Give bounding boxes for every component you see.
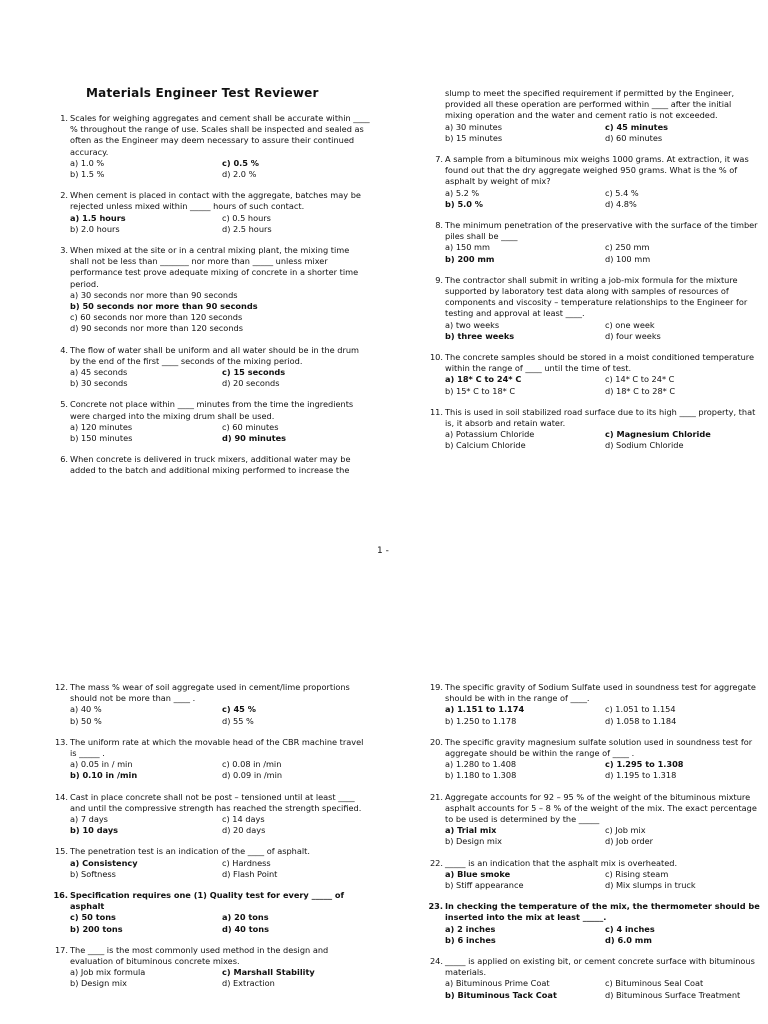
- answer-option: b) Calcium Chloride: [445, 440, 526, 451]
- question-stem: When mixed at the site or in a central mixing plant, the mixing time shall not be less than _______ nor more than _____ unless mixer performance test prove adequate mixing of concrete in a shorter time period.: [70, 245, 359, 289]
- question-stem: In checking the temperature of the mix, the thermometer should be inserted into the mix at least _____.: [445, 901, 760, 923]
- answer-options: [445, 320, 761, 342]
- question-item: [435, 154, 761, 210]
- question-stem: The mass % wear of soil aggregate used in cement/lime proportions should not be more than ____ .: [70, 682, 350, 704]
- answer-option-correct: c) Magnesium Chloride: [605, 429, 711, 440]
- question-item: [429, 791, 761, 848]
- question-item: [60, 245, 370, 335]
- question-stem: Scales for weighing aggregates and cement shall be accurate within ____ % throughout the range of use. Scales shall be inspected and sealed as often as the Engineer may deem necessary to assure their continued accuracy.: [70, 113, 370, 157]
- answer-option: d) 4.8%: [605, 198, 637, 209]
- answer-option-correct: d) 90 minutes: [222, 433, 287, 444]
- answer-option: d) 55 %: [222, 715, 254, 726]
- answer-options: [445, 869, 761, 891]
- answer-option: a) Potassium Chloride: [445, 429, 535, 440]
- question-number: 21.: [429, 791, 443, 802]
- answer-option: d) Extraction: [222, 978, 275, 989]
- answer-option-correct: c) 15 seconds: [222, 367, 286, 378]
- question-number: 4.: [60, 344, 68, 355]
- answer-options: [70, 367, 370, 389]
- answer-option: d) Flash Point: [222, 868, 278, 879]
- answer-option: a) Job mix formula: [70, 967, 146, 978]
- answer-option-correct: b) 10 days: [70, 825, 119, 836]
- question-item: [54, 736, 370, 782]
- question-stem: _____ is applied on existing bit, or cement concrete surface with bituminous materials.: [445, 956, 755, 978]
- answer-option-correct: a) 20 tons: [222, 912, 269, 923]
- answer-option: a) 150 mm: [445, 242, 490, 253]
- answer-option: c) 14* C to 24* C: [605, 374, 675, 385]
- answer-option: a) 120 minutes: [70, 421, 133, 432]
- question-number: 8.: [435, 220, 443, 231]
- answer-option-correct: b) three weeks: [445, 330, 515, 341]
- answer-options: [70, 759, 370, 781]
- answer-option: b) 1.180 to 1.308: [445, 770, 517, 781]
- answer-option: d) Sodium Chloride: [605, 440, 684, 451]
- answer-option-correct: a) 2 inches: [445, 923, 496, 934]
- answer-option: d) Job order: [605, 836, 654, 847]
- question-item: [53, 890, 370, 935]
- answer-option-correct: c) 45 %: [222, 704, 256, 715]
- answer-option: a) Bituminous Prime Coat: [445, 978, 550, 989]
- answer-option: a) 5.2 %: [445, 187, 480, 198]
- answer-option: d) Mix slumps in truck: [605, 880, 696, 891]
- answer-options: [70, 858, 370, 880]
- page1-right-column: [429, 88, 761, 452]
- answer-option-correct: b) Bituminous Tack Coat: [445, 989, 557, 1000]
- page-2: [0, 672, 768, 1024]
- answer-options: [70, 213, 370, 235]
- answer-option: b) 1.5 %: [70, 169, 105, 180]
- question-stem: A sample from a bituminous mix weighs 1000 grams. At extraction, it was found out that the dry aggregate weighed 950 grams. What is the % of asphalt by weight of mix?: [445, 154, 749, 187]
- question-stem: The minimum penetration of the preservative with the surface of the timber piles shall be ____: [445, 220, 758, 242]
- answer-options: [445, 704, 761, 726]
- answer-option: d) 18* C to 28* C: [605, 385, 676, 396]
- question-number: 16.: [53, 890, 68, 901]
- answer-option: b) 15* C to 18* C: [445, 385, 516, 396]
- answer-option-correct: b) 5.0 %: [445, 198, 484, 209]
- question-number: 5.: [60, 399, 68, 410]
- answer-options: [70, 422, 370, 444]
- answer-option: b) Design mix: [70, 978, 127, 989]
- answer-option: c) 0.08 in /min: [222, 759, 282, 770]
- question-number: 7.: [435, 154, 443, 165]
- answer-option: a) 1.280 to 1.408: [445, 759, 517, 770]
- answer-options: [445, 759, 761, 781]
- question-stem: The specific gravity magnesium sulfate solution used in soundness test for aggregate should be within the range of ____ .: [445, 736, 753, 759]
- answer-option: c) Rising steam: [605, 868, 669, 879]
- question-number: 11.: [429, 406, 443, 417]
- answer-option: c) 5.4 %: [605, 187, 639, 198]
- question-number: 6.: [60, 454, 68, 465]
- answer-option: d) 100 mm: [605, 253, 651, 264]
- answer-option: c) 14 days: [222, 814, 265, 825]
- question-item: [54, 846, 370, 880]
- answer-options: [445, 122, 761, 144]
- answer-option: a) 30 seconds nor more than 90 seconds: [70, 289, 238, 300]
- answer-option: b) Stiff appearance: [445, 880, 524, 891]
- question-item: [429, 736, 761, 782]
- question-number: 22.: [429, 857, 443, 868]
- answer-option: d) 60 minutes: [605, 132, 663, 143]
- page2-left-column: [53, 682, 370, 990]
- answer-option: a) 1.0 %: [70, 157, 105, 168]
- question-number: 14.: [54, 791, 68, 802]
- question-item: [429, 406, 761, 452]
- answer-option: d) 20 seconds: [222, 378, 280, 389]
- answer-option: a) 0.05 in / min: [70, 759, 133, 770]
- question-stem: The ____ is the most commonly used method in the design and evaluation of bituminous concrete mixes.: [70, 944, 329, 967]
- answer-option: c) Hardness: [222, 857, 271, 868]
- answer-option-correct: a) Consistency: [70, 857, 138, 868]
- answer-option: b) 15 minutes: [445, 132, 503, 143]
- answer-option: b) 2.0 hours: [70, 223, 120, 234]
- answer-option: c) 250 mm: [605, 242, 650, 253]
- page2-right-column: [428, 682, 761, 1001]
- answer-options: [70, 967, 370, 989]
- answer-option-correct: c) Marshall Stability: [222, 967, 315, 978]
- answer-option: d) 90 seconds nor more than 120 seconds: [70, 323, 243, 334]
- answer-option: b) 50 %: [70, 715, 102, 726]
- answer-option: c) 1.051 to 1.154: [605, 704, 676, 715]
- answer-option: d) 2.5 hours: [222, 223, 272, 234]
- answer-options: [70, 158, 370, 180]
- question-number: 23.: [428, 901, 443, 912]
- question-number: 2.: [60, 190, 68, 201]
- answer-options: [445, 374, 761, 396]
- question-item: [429, 682, 761, 727]
- answer-option-correct: b) 0.10 in /min: [70, 770, 138, 781]
- answer-option: a) 30 minutes: [445, 121, 502, 132]
- answer-option-correct: d) 6.0 mm: [605, 934, 652, 945]
- answer-option-correct: a) Trial mix: [445, 825, 497, 836]
- question-item: [54, 682, 370, 727]
- question-stem: Cast in place concrete shall not be post – tensioned until at least ____ and until the compressive strength has reached the strength specified.: [70, 791, 362, 813]
- answer-options: [445, 825, 761, 847]
- question-item: [60, 399, 370, 444]
- question-item: [60, 113, 370, 180]
- question-stem: The contractor shall submit in writing a job-mix formula for the mixture supported by laboratory test data along with samples of resources of components and viscosity – temperature relationships to the Engineer for testing and approval at least ____.: [445, 274, 748, 319]
- question-stem: The specific gravity of Sodium Sulfate used in soundness test for aggregate should be with in the range of ____.: [445, 682, 756, 704]
- question-item: [60, 190, 370, 235]
- answer-option-correct: a) 18* C to 24* C: [445, 374, 522, 385]
- question-item: [429, 956, 761, 1001]
- answer-option: a) 40 %: [70, 704, 102, 715]
- question-stem: The penetration test is an indication of the ____ of asphalt.: [70, 846, 310, 857]
- page-number: 1 -: [377, 546, 389, 556]
- question-item: [435, 274, 761, 342]
- answer-option: d) Bituminous Surface Treatment: [605, 989, 741, 1000]
- question-number: 20.: [429, 736, 443, 747]
- answer-option: b) 150 minutes: [70, 433, 133, 444]
- answer-option: c) 60 seconds nor more than 120 seconds: [70, 312, 243, 323]
- question-number: 10.: [429, 352, 443, 363]
- answer-options: [70, 814, 370, 836]
- answer-option-correct: a) 1.151 to 1.174: [445, 704, 525, 715]
- question-stem: When concrete is delivered in truck mixers, additional water may be added to the batch and additional mixing performed to increase the: [70, 454, 351, 476]
- answer-option: c) Job mix: [605, 825, 646, 836]
- answer-option: d) four weeks: [605, 330, 661, 341]
- answer-option: b) 30 seconds: [70, 378, 128, 389]
- answer-options: [445, 924, 761, 946]
- answer-option: a) 45 seconds: [70, 367, 128, 378]
- answer-option-correct: a) Blue smoke: [445, 868, 511, 879]
- question-stem: Concrete not place within ____ minutes from the time the ingredients were charged into the mixing drum shall be used.: [70, 399, 354, 421]
- question-number: 1.: [60, 113, 68, 123]
- answer-option: c) one week: [605, 319, 655, 330]
- answer-option-correct: b) 50 seconds nor more than 90 seconds: [70, 301, 258, 312]
- answer-option: d) 2.0 %: [222, 169, 257, 180]
- question-stem: Specification requires one (1) Quality test for every _____ of asphalt: [70, 890, 345, 912]
- page-gap: [0, 600, 768, 672]
- question-item: [428, 901, 761, 946]
- question-item: [445, 88, 761, 144]
- answer-option: c) Bituminous Seal Coat: [605, 978, 704, 989]
- answer-options: [445, 978, 761, 1000]
- question-number: 3.: [60, 245, 68, 256]
- answer-option-correct: c) 1.295 to 1.308: [605, 759, 684, 770]
- question-item: [60, 454, 370, 476]
- question-number: 24.: [429, 956, 443, 967]
- question-item: [60, 344, 370, 390]
- answer-option-correct: c) 4 inches: [605, 923, 655, 934]
- answer-option: a) two weeks: [445, 319, 500, 330]
- question-stem: The concrete samples should be stored in a moist conditioned temperature within the range of ____ until the time of test.: [445, 352, 754, 374]
- question-number: 17.: [54, 944, 68, 955]
- question-stem: Aggregate accounts for 92 – 95 % of the weight of the bituminous mixture asphalt accounts for 5 – 8 % of the weight of the mix. The exact percentage to be used is determined by the _____: [445, 791, 757, 825]
- answer-option-correct: c) 0.5 %: [222, 157, 260, 168]
- question-number: 15.: [54, 846, 68, 857]
- answer-option-correct: b) 6 inches: [445, 934, 496, 945]
- answer-option: d) 1.195 to 1.318: [605, 770, 677, 781]
- question-item: [429, 857, 761, 892]
- answer-option-correct: c) 45 minutes: [605, 121, 669, 132]
- answer-option-correct: d) 40 tons: [222, 923, 269, 934]
- question-item: [435, 220, 761, 265]
- answer-option-correct: a) 1.5 hours: [70, 212, 126, 223]
- answer-option: d) 1.058 to 1.184: [605, 715, 677, 726]
- question-number: 19.: [429, 682, 443, 692]
- question-item: [54, 791, 370, 837]
- answer-option-correct: c) 50 tons: [70, 912, 116, 923]
- answer-option: d) 20 days: [222, 825, 266, 836]
- question-item: [54, 944, 370, 990]
- question-stem: The uniform rate at which the movable head of the CBR machine travel is _____ .: [70, 736, 364, 759]
- answer-options: [70, 704, 370, 726]
- answer-options: [445, 429, 761, 451]
- page1-left-column: [60, 113, 370, 477]
- answer-options: [445, 188, 761, 210]
- question-stem: slump to meet the specified requirement if permitted by the Engineer, provided all these operation are performed within ____ after the initial mixing operation and the water and cement ratio is not exceeded.: [445, 88, 735, 121]
- answer-option: a) 7 days: [70, 814, 108, 825]
- answer-option: b) Design mix: [445, 836, 502, 847]
- answer-option: c) 0.5 hours: [222, 212, 271, 223]
- question-stem: When cement is placed in contact with the aggregate, batches may be rejected unless mixed within _____ hours of such contact.: [70, 190, 361, 212]
- question-stem: The flow of water shall be uniform and all water should be in the drum by the end of the first ____ seconds of the mixing period.: [70, 344, 360, 366]
- question-number: 13.: [54, 736, 68, 747]
- question-stem: _____ is an indication that the asphalt mix is overheated.: [445, 857, 678, 868]
- page-title: Materials Engineer Test Reviewer: [86, 86, 319, 100]
- question-number: 12.: [54, 682, 68, 692]
- answer-option: b) 1.250 to 1.178: [445, 715, 517, 726]
- answer-option: d) 0.09 in /min: [222, 770, 283, 781]
- answer-option: c) 60 minutes: [222, 421, 279, 432]
- answer-options: [70, 912, 370, 934]
- answer-option: b) Softness: [70, 868, 116, 879]
- question-number: 9.: [435, 274, 443, 285]
- answer-option-correct: b) 200 tons: [70, 923, 123, 934]
- answer-options: [445, 242, 761, 264]
- answer-option-correct: b) 200 mm: [445, 253, 495, 264]
- question-item: [429, 352, 761, 397]
- question-stem: This is used in soil stabilized road surface due to its high ____ property, that is, it absorb and retain water.: [445, 406, 756, 429]
